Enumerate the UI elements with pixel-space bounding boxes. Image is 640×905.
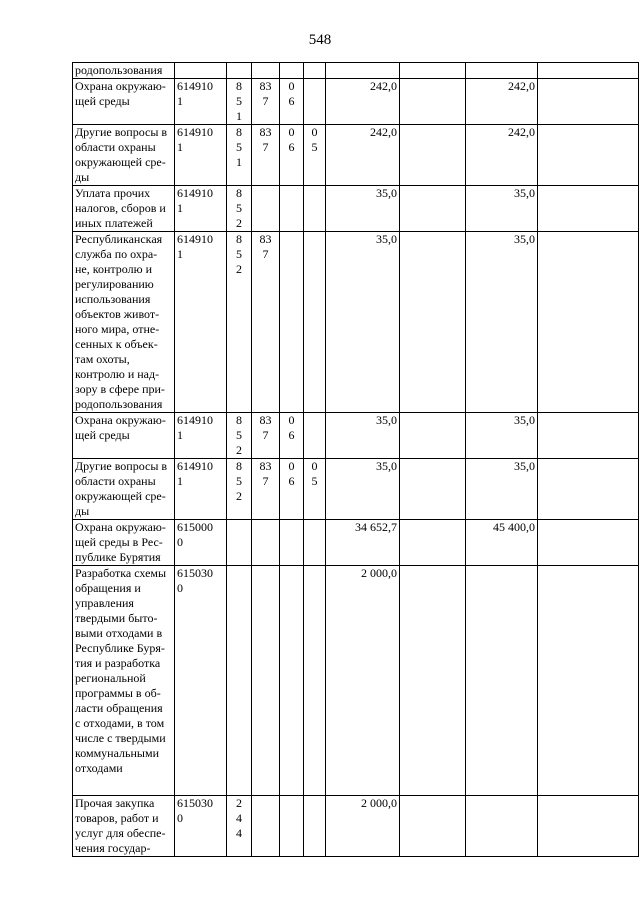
row-col1-cell: 8 5 2 [227,459,252,520]
row-empty-cell [538,186,639,232]
row-col3-cell: 0 6 [280,125,304,186]
row-empty-cell [538,413,639,459]
row-sum1-cell: 35,0 [326,186,400,232]
row-empty-cell [538,796,639,857]
row-sum2-cell: 242,0 [466,125,538,186]
row-col2-cell [252,186,280,232]
row-sum1-cell: 35,0 [326,413,400,459]
row-name-cell: родопользования [73,63,175,79]
table-row [73,63,639,79]
row-col3-cell: 0 6 [280,413,304,459]
row-col4-cell [304,413,326,459]
row-col2-cell: 83 7 [252,413,280,459]
row-col2-cell: 83 7 [252,79,280,125]
row-code-cell: 615030 0 [175,796,227,857]
table-row [73,186,639,232]
row-col2-cell: 83 7 [252,232,280,413]
row-empty-cell [400,232,466,413]
row-col1-cell [227,566,252,796]
row-sum1-cell: 2 000,0 [326,566,400,796]
row-code-cell: 614910 1 [175,459,227,520]
row-col3-cell [280,520,304,566]
row-empty-cell [400,520,466,566]
row-col4-cell [304,79,326,125]
table-row [73,125,639,186]
table-row [73,796,639,857]
row-code-cell: 614910 1 [175,79,227,125]
row-col1-cell [227,63,252,79]
row-name-cell: Уплата прочих налогов, сборов и иных платежей [73,186,175,232]
row-col3-cell: 0 6 [280,79,304,125]
row-col1-cell: 8 5 1 [227,125,252,186]
row-col3-cell [280,566,304,796]
row-code-cell: 614910 1 [175,413,227,459]
table-row [73,459,639,520]
table-row [73,413,639,459]
row-sum2-cell [466,796,538,857]
row-col3-cell [280,232,304,413]
row-sum2-cell: 242,0 [466,79,538,125]
row-sum1-cell: 35,0 [326,459,400,520]
row-col3-cell [280,796,304,857]
row-name-cell: Прочая закупка товаров, работ и услуг для обеспе- чения государ- [73,796,175,857]
row-empty-cell [400,79,466,125]
row-sum1-cell [326,63,400,79]
row-code-cell: 615000 0 [175,520,227,566]
row-col1-cell: 8 5 2 [227,186,252,232]
page-number: 548 [308,32,332,48]
row-sum2-cell [466,566,538,796]
row-empty-cell [538,125,639,186]
row-empty-cell [400,459,466,520]
row-sum2-cell: 45 400,0 [466,520,538,566]
row-name-cell: Республиканская служба по охра- не, контролю и регулированию использования объектов живот- ного мира, отне- сенных к объек- там охоты, контролю и над- зору в сфере при- родопользования [73,232,175,413]
row-name-cell: Другие вопросы в области охраны окружающей сре- ды [73,459,175,520]
row-code-cell: 614910 1 [175,232,227,413]
row-col2-cell [252,520,280,566]
row-sum1-cell: 2 000,0 [326,796,400,857]
row-col3-cell: 0 6 [280,459,304,520]
row-empty-cell [538,459,639,520]
row-empty-cell [538,520,639,566]
row-sum2-cell: 35,0 [466,459,538,520]
row-col4-cell [304,232,326,413]
row-sum1-cell: 34 652,7 [326,520,400,566]
row-col1-cell [227,520,252,566]
row-empty-cell [538,63,639,79]
row-col4-cell [304,186,326,232]
row-sum2-cell: 35,0 [466,186,538,232]
row-empty-cell [400,125,466,186]
row-sum1-cell: 242,0 [326,79,400,125]
row-empty-cell [400,63,466,79]
budget-table [72,62,639,857]
row-col4-cell [304,796,326,857]
row-col4-cell [304,63,326,79]
row-name-cell: Охрана окружаю- щей среды [73,413,175,459]
row-code-cell [175,63,227,79]
row-name-cell: Охрана окружаю- щей среды в Рес- публике Бурятия [73,520,175,566]
row-empty-cell [400,796,466,857]
row-col4-cell: 0 5 [304,125,326,186]
row-col3-cell [280,63,304,79]
table-row [73,79,639,125]
row-col4-cell [304,566,326,796]
row-name-cell: Разработка схемы обращения и управления твердыми быто- выми отходами в Республике Буря- тия и разработка региональной программы в об- ласти обращения с отходами, в том числе с твердыми коммунальными отходами [73,566,175,796]
row-sum1-cell: 35,0 [326,232,400,413]
row-empty-cell [538,232,639,413]
row-col1-cell: 2 4 4 [227,796,252,857]
row-sum2-cell: 35,0 [466,413,538,459]
table-row [73,520,639,566]
row-col1-cell: 8 5 2 [227,413,252,459]
row-empty-cell [400,186,466,232]
row-code-cell: 614910 1 [175,186,227,232]
row-col2-cell: 83 7 [252,459,280,520]
row-col2-cell [252,566,280,796]
row-code-cell: 614910 1 [175,125,227,186]
row-empty-cell [538,79,639,125]
row-col2-cell [252,63,280,79]
table-row [73,566,639,796]
row-col1-cell: 8 5 1 [227,79,252,125]
row-name-cell: Охрана окружаю- щей среды [73,79,175,125]
row-empty-cell [400,566,466,796]
row-sum2-cell: 35,0 [466,232,538,413]
table-row [73,232,639,413]
row-code-cell: 615030 0 [175,566,227,796]
row-col1-cell: 8 5 2 [227,232,252,413]
row-col4-cell [304,520,326,566]
row-sum2-cell [466,63,538,79]
row-empty-cell [538,566,639,796]
row-col2-cell [252,796,280,857]
row-sum1-cell: 242,0 [326,125,400,186]
row-col2-cell: 83 7 [252,125,280,186]
row-col4-cell: 0 5 [304,459,326,520]
row-col3-cell [280,186,304,232]
row-empty-cell [400,413,466,459]
row-name-cell: Другие вопросы в области охраны окружающей сре- ды [73,125,175,186]
